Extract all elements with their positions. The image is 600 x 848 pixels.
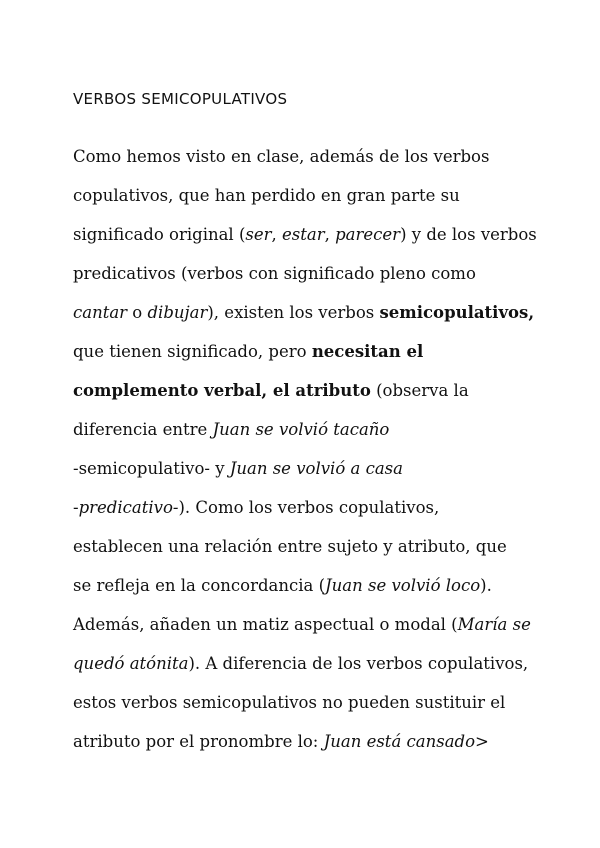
text-run: predicativos (verbos con significado pleno como [73,264,476,283]
text-run: copulativos, que han perdido en gran parte su [73,186,460,205]
italic-text: Juan se volvió tacaño [212,420,390,439]
body-line [73,615,531,635]
body-line [73,693,505,713]
italic-text: quedó atónita [73,654,189,673]
text-run: , [324,225,336,244]
bold-text: semicopulativos, [379,303,535,322]
text-run: , [271,225,283,244]
body-line [73,147,489,167]
body-line [73,459,403,479]
bold-text: necesitan el [311,342,424,361]
text-run: se refleja en la concordancia ( [73,576,326,595]
text-run: establecen una relación entre sujeto y atributo, que [73,537,507,556]
body-line [73,186,460,206]
body-line [73,576,492,596]
italic-text: estar [282,225,325,244]
body-line [73,420,389,440]
text-run: ). Como los verbos copulativos, [178,498,440,517]
body-line [73,264,476,284]
text-run: que tienen significado, pero [73,342,312,361]
body-line [73,303,534,323]
text-run: o [127,303,148,322]
italic-text: parecer [335,225,401,244]
body-line [73,498,439,518]
text-run: atributo por el pronombre lo: [73,732,324,751]
text-run: ), existen los verbos [207,303,380,322]
body-line [73,225,537,245]
body-line [73,537,507,557]
italic-text: Juan está cansado [323,732,476,751]
italic-text: Juan se volvió a casa [229,459,403,478]
italic-text: predicativo- [78,498,179,517]
text-run: (observa la [370,381,469,400]
text-run: estos verbos semicopulativos no pueden sustituir el [73,693,506,712]
text-run: Como hemos visto en clase, además de los verbos [73,147,490,166]
text-run: Además, añaden un matiz aspectual o modal ( [73,615,458,634]
text-run: > [475,732,489,751]
italic-text: cantar [73,303,128,322]
body-line [73,381,469,401]
document-title: VERBOS SEMICOPULATIVOS [73,90,288,108]
text-run: ). A diferencia de los verbos copulativos, [188,654,529,673]
italic-text: ser [245,225,272,244]
body-line [73,654,528,674]
text-run: ). [480,576,492,595]
text-run: ) y de los verbos [400,225,537,244]
italic-text: Juan se volvió loco [325,576,481,595]
body-line [73,732,489,752]
body-line [73,342,423,362]
italic-text: María se [457,615,531,634]
text-run: diferencia entre [73,420,213,439]
bold-text: complemento verbal, el atributo [73,381,371,400]
italic-text: dibujar [147,303,208,322]
text-run: significado original ( [73,225,246,244]
text-run: -semicopulativo- y [73,459,230,478]
text-run: - [73,498,79,517]
